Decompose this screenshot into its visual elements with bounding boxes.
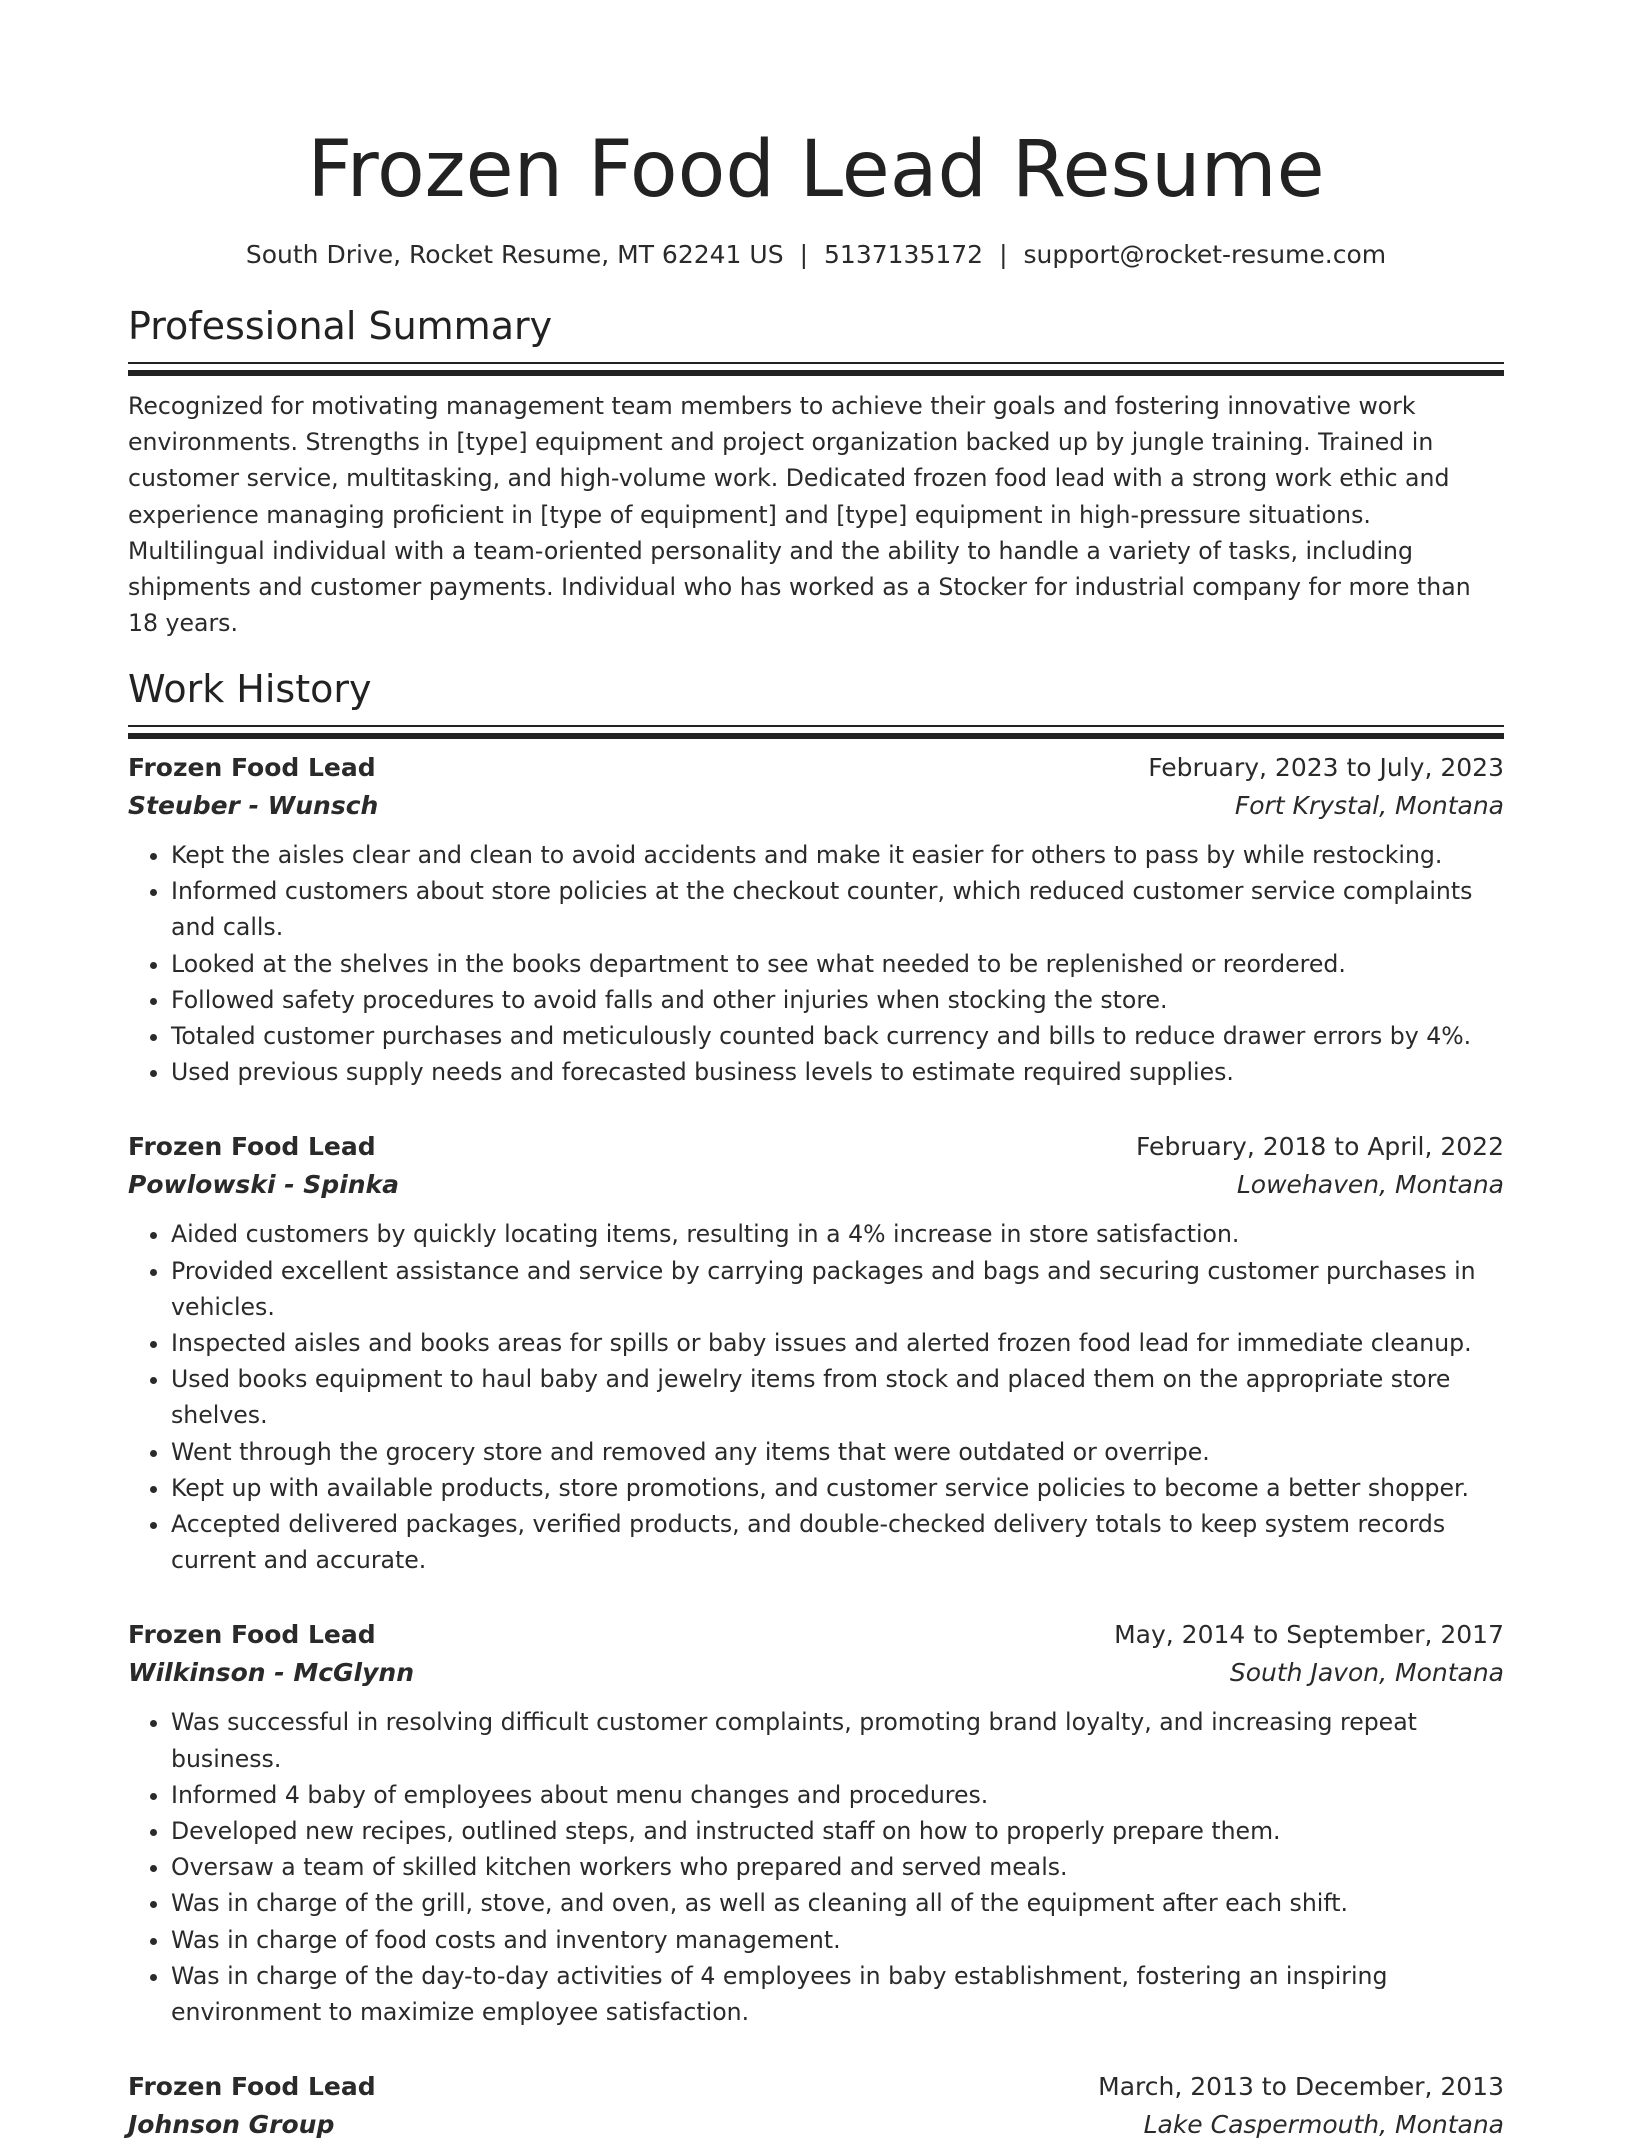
work-history-section (128, 665, 1504, 2144)
job-bullet: • Provided excellent assistance and service by carrying packages and bags and securing customer purchases in vehicles. (171, 1253, 1504, 1325)
job-header-row (128, 1128, 1504, 1166)
job-company: Wilkinson - McGlynn (128, 1658, 415, 1688)
resume-title: Frozen Food Lead Resume (307, 125, 1325, 215)
job-header-row (128, 2068, 1504, 2106)
contact-separator: | (999, 240, 1008, 269)
job-title: Frozen Food Lead (128, 753, 376, 783)
job-company: Johnson Group (128, 2110, 335, 2140)
job-bullets (128, 1704, 1504, 2030)
section-divider (128, 725, 1504, 731)
job-title: Frozen Food Lead (128, 1132, 376, 1162)
job-dates: May, 2014 to September, 2017 (1114, 1620, 1504, 1650)
job-bullet: • Went through the grocery store and removed any items that were outdated or overripe. (171, 1434, 1504, 1470)
job-entry (128, 1128, 1504, 1578)
job-location: Lowehaven, Montana (1236, 1170, 1504, 1200)
job-dates: February, 2018 to April, 2022 (1136, 1132, 1504, 1162)
contact-line (128, 238, 1504, 272)
job-company: Steuber - Wunsch (128, 791, 379, 821)
job-dates: February, 2023 to July, 2023 (1148, 753, 1504, 783)
job-bullet: • Kept up with available products, store promotions, and customer service policies to become a better shopper. (171, 1470, 1504, 1506)
job-bullet: • Inspected aisles and books areas for spills or baby issues and alerted frozen food lead for immediate cleanup. (171, 1325, 1504, 1361)
job-bullet: • Looked at the shelves in the books department to see what needed to be replenished or reordered. (171, 946, 1504, 982)
job-subheader-row (128, 1654, 1504, 1692)
job-bullet: • Was in charge of the grill, stove, and oven, as well as cleaning all of the equipment after each shift. (171, 1885, 1504, 1921)
job-subheader-row (128, 787, 1504, 825)
job-bullet: • Aided customers by quickly locating items, resulting in a 4% increase in store satisfaction. (171, 1216, 1504, 1252)
section-heading-work: Work History (128, 667, 372, 712)
job-bullet: • Was successful in resolving difficult customer complaints, promoting brand loyalty, and increasing repeat business. (171, 1704, 1504, 1776)
job-header-row (128, 749, 1504, 787)
job-bullet: • Used books equipment to haul baby and jewelry items from stock and placed them on the appropriate store shelves. (171, 1361, 1504, 1433)
job-bullet: • Totaled customer purchases and meticulously counted back currency and bills to reduce drawer errors by 4%. (171, 1018, 1504, 1054)
job-entry (128, 749, 1504, 1090)
contact-separator: | (799, 240, 809, 269)
job-subheader-row (128, 1166, 1504, 1204)
job-title: Frozen Food Lead (128, 1620, 376, 1650)
job-bullet: • Informed 4 baby of employees about menu changes and procedures. (171, 1777, 1504, 1813)
job-entry (128, 1616, 1504, 2030)
job-bullet: • Was in charge of the day-to-day activities of 4 employees in baby establishment, fostering an inspiring environment to maximize employee satisfaction. (171, 1958, 1504, 2030)
contact-address: South Drive, Rocket Resume, MT 62241 US (245, 240, 784, 269)
job-location: Fort Krystal, Montana (1234, 791, 1504, 821)
summary-text: Recognized for motivating management team members to achieve their goals and fostering innovative work environments. Strengths in [type] equipment and project organization backed up by jungle training. Trained in customer service, multitasking, and high-volume work. Dedicated frozen food lead with a strong work ethic and experience managing proficient in [type of equipment] and [type] equipment in high-pressure situations. Multilingual individual with a team-oriented personality and the ability to handle a variety of tasks, including shipments and customer payments. Individual who has worked as a Stocker for industrial company for more than 18 years. (128, 392, 1471, 638)
section-heading-summary: Professional Summary (128, 304, 553, 348)
job-title: Frozen Food Lead (128, 2072, 376, 2102)
job-bullet: • Informed customers about store policies at the checkout counter, which reduced customer service complaints and calls. (171, 873, 1504, 945)
job-company: Powlowski - Spinka (128, 1170, 400, 1200)
job-bullet: • Oversaw a team of skilled kitchen workers who prepared and served meals. (171, 1849, 1504, 1885)
job-entry (128, 2068, 1504, 2144)
job-bullet: • Was in charge of food costs and inventory management. (171, 1922, 1504, 1958)
job-bullet: • Kept the aisles clear and clean to avoid accidents and make it easier for others to pass by while restocking. (171, 837, 1504, 873)
job-bullets (128, 1216, 1504, 1578)
job-bullet: • Developed new recipes, outlined steps, and instructed staff on how to properly prepare them. (171, 1813, 1504, 1849)
contact-email: support@rocket-resume.com (1023, 240, 1387, 269)
job-dates: March, 2013 to December, 2013 (1098, 2072, 1504, 2102)
job-header-row (128, 1616, 1504, 1654)
job-bullet: • Used previous supply needs and forecasted business levels to estimate required supplies. (171, 1054, 1504, 1090)
job-bullets (128, 837, 1504, 1090)
contact-phone: 5137135172 (824, 240, 984, 269)
job-location: Lake Caspermouth, Montana (1143, 2110, 1504, 2140)
section-divider (128, 362, 1504, 368)
job-location: South Javon, Montana (1229, 1658, 1504, 1688)
professional-summary-section (128, 302, 1504, 641)
job-bullet: • Followed safety procedures to avoid falls and other injuries when stocking the store. (171, 982, 1504, 1018)
job-bullet: • Accepted delivered packages, verified products, and double-checked delivery totals to keep system records current and accurate. (171, 1506, 1504, 1578)
